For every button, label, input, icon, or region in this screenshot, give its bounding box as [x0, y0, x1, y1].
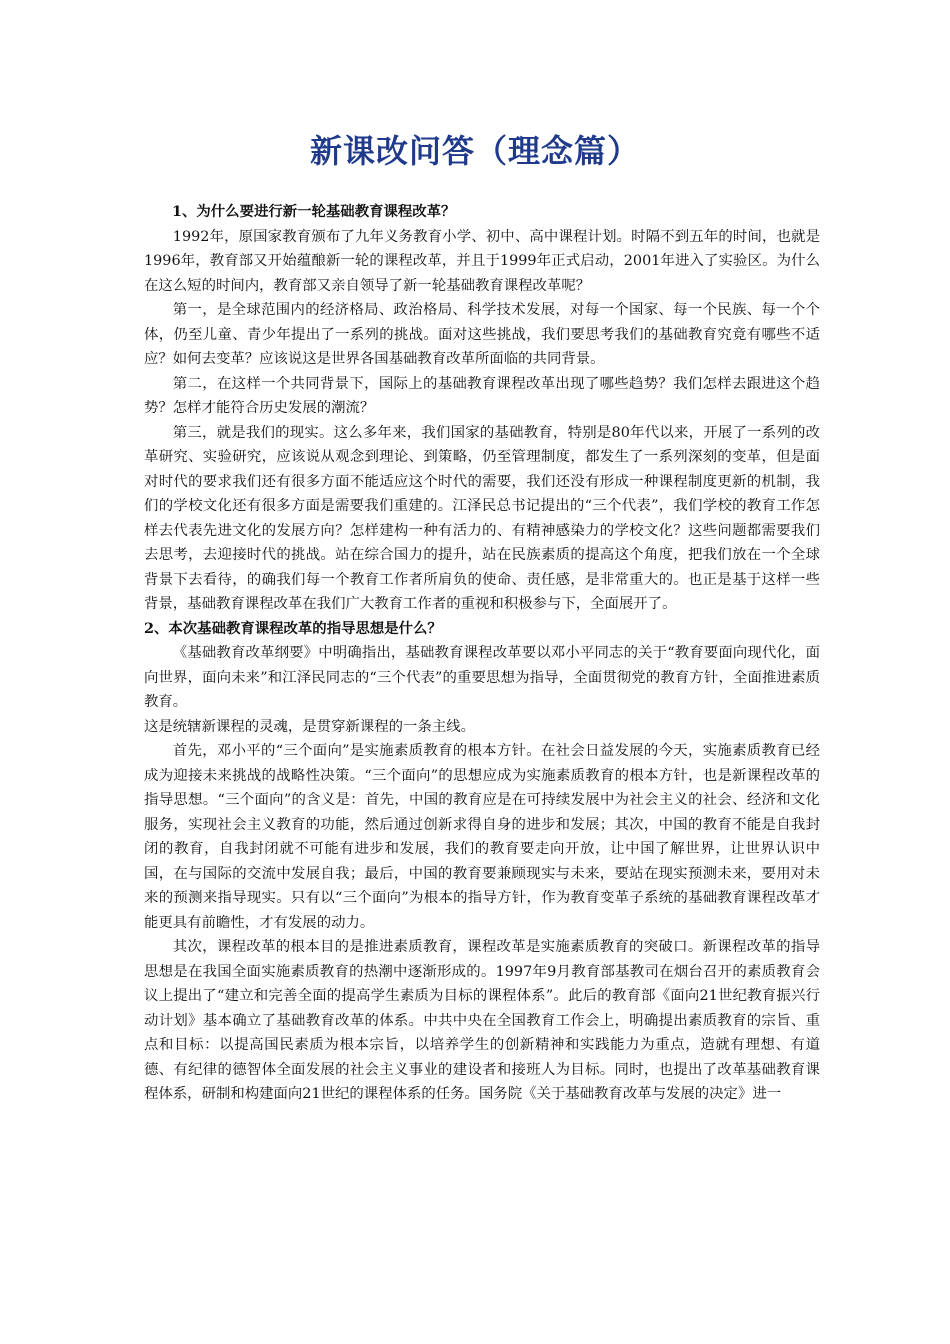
body-paragraph: 其次，课程改革的根本目的是推进素质教育，课程改革是实施素质教育的突破口。新课程改革的指导思想是在我国全面实施素质教育的热潮中逐渐形成的。1997年9月教育部基教司在烟台召开的素质教育会议上提出了“建立和完善全面的提高学生素质为目标的课程体系”。此后的教育部《面向21世纪教育振兴行动计划》基本确立了基础教育改革的体系。中共中央在全国教育工作会上，明确提出素质教育的宗旨、重点和目标：以提高国民素质为根本宗旨，以培养学生的创新精神和实践能力为重点，造就有理想、有道德、有纪律的德智体全面发展的社会主义事业的建设者和接班人为目标。同时，也提出了改革基础教育课程体系，研制和构建面向21世纪的课程体系的任务。国务院《关于基础教育改革与发展的决定》进一	[144, 939, 820, 1102]
question-heading-1: 1、为什么要进行新一轮基础教育课程改革？	[172, 203, 456, 220]
body-paragraph: 1992年，原国家教育颁布了九年义务教育小学、初中、高中课程计划。时隔不到五年的时间，也就是1996年，教育部又开始蕴酿新一轮的课程改革，并且于1999年正式启动，2001年进入了实验区。为什么在这么短的时间内，教育部又亲自领导了新一轮基础教育课程改革呢？	[144, 228, 820, 294]
question-heading-2: 2、本次基础教育课程改革的指导思想是什么？	[144, 619, 442, 637]
document-body	[144, 200, 820, 1107]
body-paragraph: 首先，邓小平的“三个面向”是实施素质教育的根本方针。在社会日益发展的今天，实施素质教育已经成为迎接未来挑战的战略性决策。“三个面向”的思想应成为实施素质教育的根本方针，也是新课程改革的指导思想。“三个面向”的含义是：首先，中国的教育应是在可持续发展中为社会主义的社会、经济和文化服务，实现社会主义教育的功能，然后通过创新求得自身的进步和发展；其次，中国的教育不能是自我封闭的教育，自我封闭就不可能有进步和发展，我们的教育要走向开放，让中国了解世界，让世界认识中国，在与国际的交流中发展自我；最后，中国的教育要兼顾现实与未来，要站在现实预测未来，要用对未来的预测来指导现实。只有以“三个面向”为根本的指导方针，作为教育变革子系统的基础教育课程改革才能更具有前瞻性，才有发展的动力。	[144, 743, 820, 931]
body-paragraph: 第一，是全球范围内的经济格局、政治格局、科学技术发展，对每一个国家、每一个民族、每一个个体，仍至儿童、青少年提出了一系列的挑战。面对这些挑战，我们要思考我们的基础教育究竟有哪些不适应？如何去变革？应该说这是世界各国基础教育改革所面临的共同背景。	[144, 302, 820, 367]
body-paragraph: 这是统辖新课程的灵魂，是贯穿新课程的一条主线。	[144, 718, 475, 735]
body-paragraph: 第二，在这样一个共同背景下，国际上的基础教育课程改革出现了哪些趋势？我们怎样去跟进这个趋势？怎样才能符合历史发展的潮流？	[144, 375, 820, 416]
body-paragraph: 第三，就是我们的现实。这么多年来，我们国家的基础教育，特别是80年代以来，开展了一系列的改革研究、实验研究，应该说从观念到理论、到策略，仍至管理制度，都发生了一系列深刻的变革，但是面对时代的要求我们还有很多方面不能适应这个时代的需要，我们还没有形成一种课程制度更新的机制，我们的学校文化还有很多方面是需要我们重建的。江泽民总书记提出的“三个代表”，我们学校的教育工作怎样去代表先进文化的发展方向？怎样建构一种有活力的、有精神感染力的学校文化？这些问题都需要我们去思考，去迎接时代的挑战。站在综合国力的提升，站在民族素质的提高这个角度，把我们放在一个全球背景下去看待，的确我们每一个教育工作者所肩负的使命、责任感，是非常重大的。也正是基于这样一些背景，基础教育课程改革在我们广大教育工作者的重视和积极参与下，全面展开了。	[144, 424, 820, 612]
document-title: 新课改问答（理念篇）	[309, 132, 640, 170]
body-paragraph: 《基础教育改革纲要》中明确指出，基础教育课程改革要以邓小平同志的关于“教育要面向现代化，面向世界，面向未来”和江泽民同志的“三个代表”的重要思想为指导，全面贯彻党的教育方针，全面推进素质教育。	[144, 645, 820, 710]
